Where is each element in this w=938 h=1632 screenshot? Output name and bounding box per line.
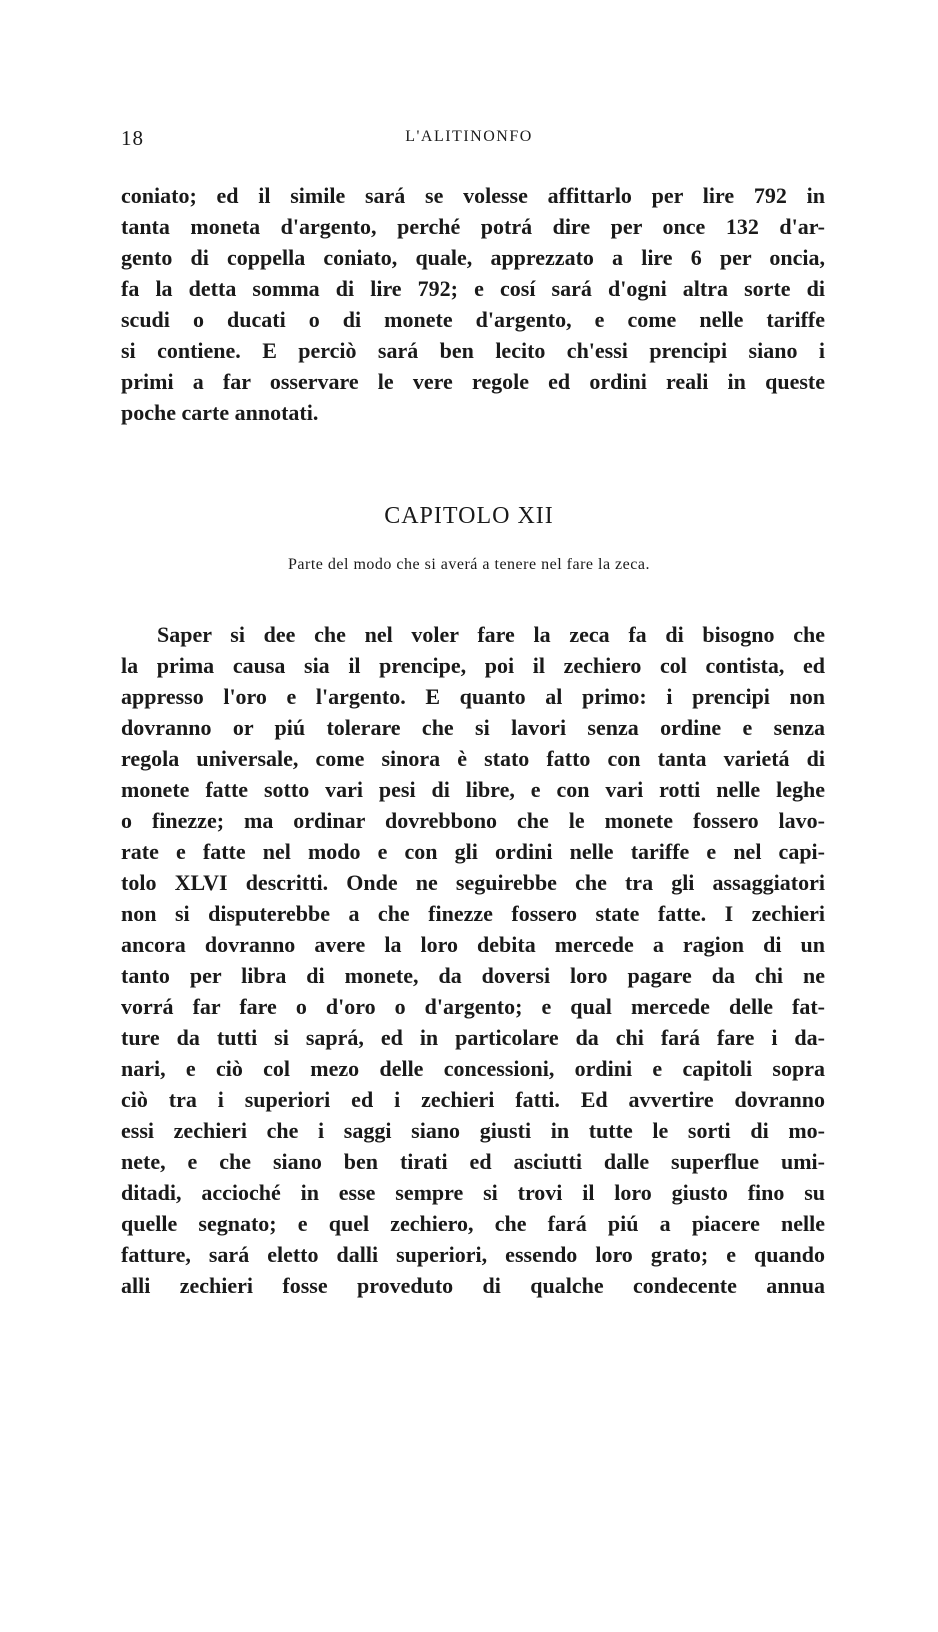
page-number: 18	[121, 126, 144, 150]
text-line: appresso l'oro e l'argento. E quanto al primo: i prencipi non	[121, 684, 825, 709]
text-line: dovranno or piú tolerare che si lavori senza ordine e senza	[121, 715, 825, 740]
text-line: la prima causa sia il prencipe, poi il zechiero col contista, ed	[121, 653, 825, 678]
text-line: nari, e ciò col mezo delle concessioni, ordini e capitoli sopra	[121, 1056, 825, 1081]
text-line: si contiene. E perciò sará ben lecito ch'essi prencipi siano i	[121, 338, 825, 363]
running-head: L'ALITINONFO	[405, 128, 533, 145]
text-line: fa la detta somma di lire 792; e cosí sará d'ogni altra sorte di	[121, 276, 825, 301]
text-line: primi a far osservare le vere regole ed ordini reali in queste	[121, 369, 825, 394]
text-line: alli zechieri fosse proveduto di qualche condecente annua	[121, 1273, 825, 1298]
text-line: essi zechieri che i saggi siano giusti in tutte le sorti di mo-	[121, 1118, 825, 1143]
paragraph-main	[121, 619, 825, 1301]
paragraph-top	[121, 180, 825, 428]
text-line: tanto per libra di monete, da doversi loro pagare da chi ne	[121, 963, 825, 988]
text-line: tanta moneta d'argento, perché potrá dire per once 132 d'ar-	[121, 214, 825, 239]
text-line: tolo XLVI descritti. Onde ne seguirebbe che tra gli assaggiatori	[121, 870, 825, 895]
text-line: coniato; ed il simile sará se volesse affittarlo per lire 792 in	[121, 183, 825, 208]
text-line: rate e fatte nel modo e con gli ordini nelle tariffe e nel capi-	[121, 839, 825, 864]
text-line: ture da tutti si saprá, ed in particolare da chi fará fare i da-	[121, 1025, 825, 1050]
text-line: Saper si dee che nel voler fare la zeca fa di bisogno che	[157, 622, 825, 647]
text-line: ditadi, accioché in esse sempre si trovi il loro giusto fino su	[121, 1180, 825, 1205]
chapter-title: CAPITOLO XII	[384, 503, 554, 529]
text-line: ciò tra i superiori ed i zechieri fatti. Ed avvertire dovranno	[121, 1087, 825, 1112]
text-line: non si disputerebbe a che finezze fossero state fatte. I zechieri	[121, 901, 825, 926]
text-line: ancora dovranno avere la loro debita mercede a ragion di un	[121, 932, 825, 957]
text-line: poche carte annotati.	[121, 400, 319, 425]
chapter-subtitle: Parte del modo che si averá a tenere nel fare la zeca.	[288, 556, 650, 573]
text-line: quelle segnato; e quel zechiero, che fará piú a piacere nelle	[121, 1211, 825, 1236]
text-line: monete fatte sotto vari pesi di libre, e con vari rotti nelle leghe	[121, 777, 825, 802]
text-line: fatture, sará eletto dalli superiori, essendo loro grato; e quando	[121, 1242, 825, 1267]
text-line: nete, e che siano ben tirati ed asciutti dalle superflue umi-	[121, 1149, 825, 1174]
text-line: o finezze; ma ordinar dovrebbono che le monete fossero lavo-	[121, 808, 825, 833]
text-line: scudi o ducati o di monete d'argento, e come nelle tariffe	[121, 307, 825, 332]
text-line: vorrá far fare o d'oro o d'argento; e qual mercede delle fat-	[121, 994, 825, 1019]
text-line: regola universale, come sinora è stato fatto con tanta varietá di	[121, 746, 825, 771]
text-line: gento di coppella coniato, quale, apprezzato a lire 6 per oncia,	[121, 245, 825, 270]
